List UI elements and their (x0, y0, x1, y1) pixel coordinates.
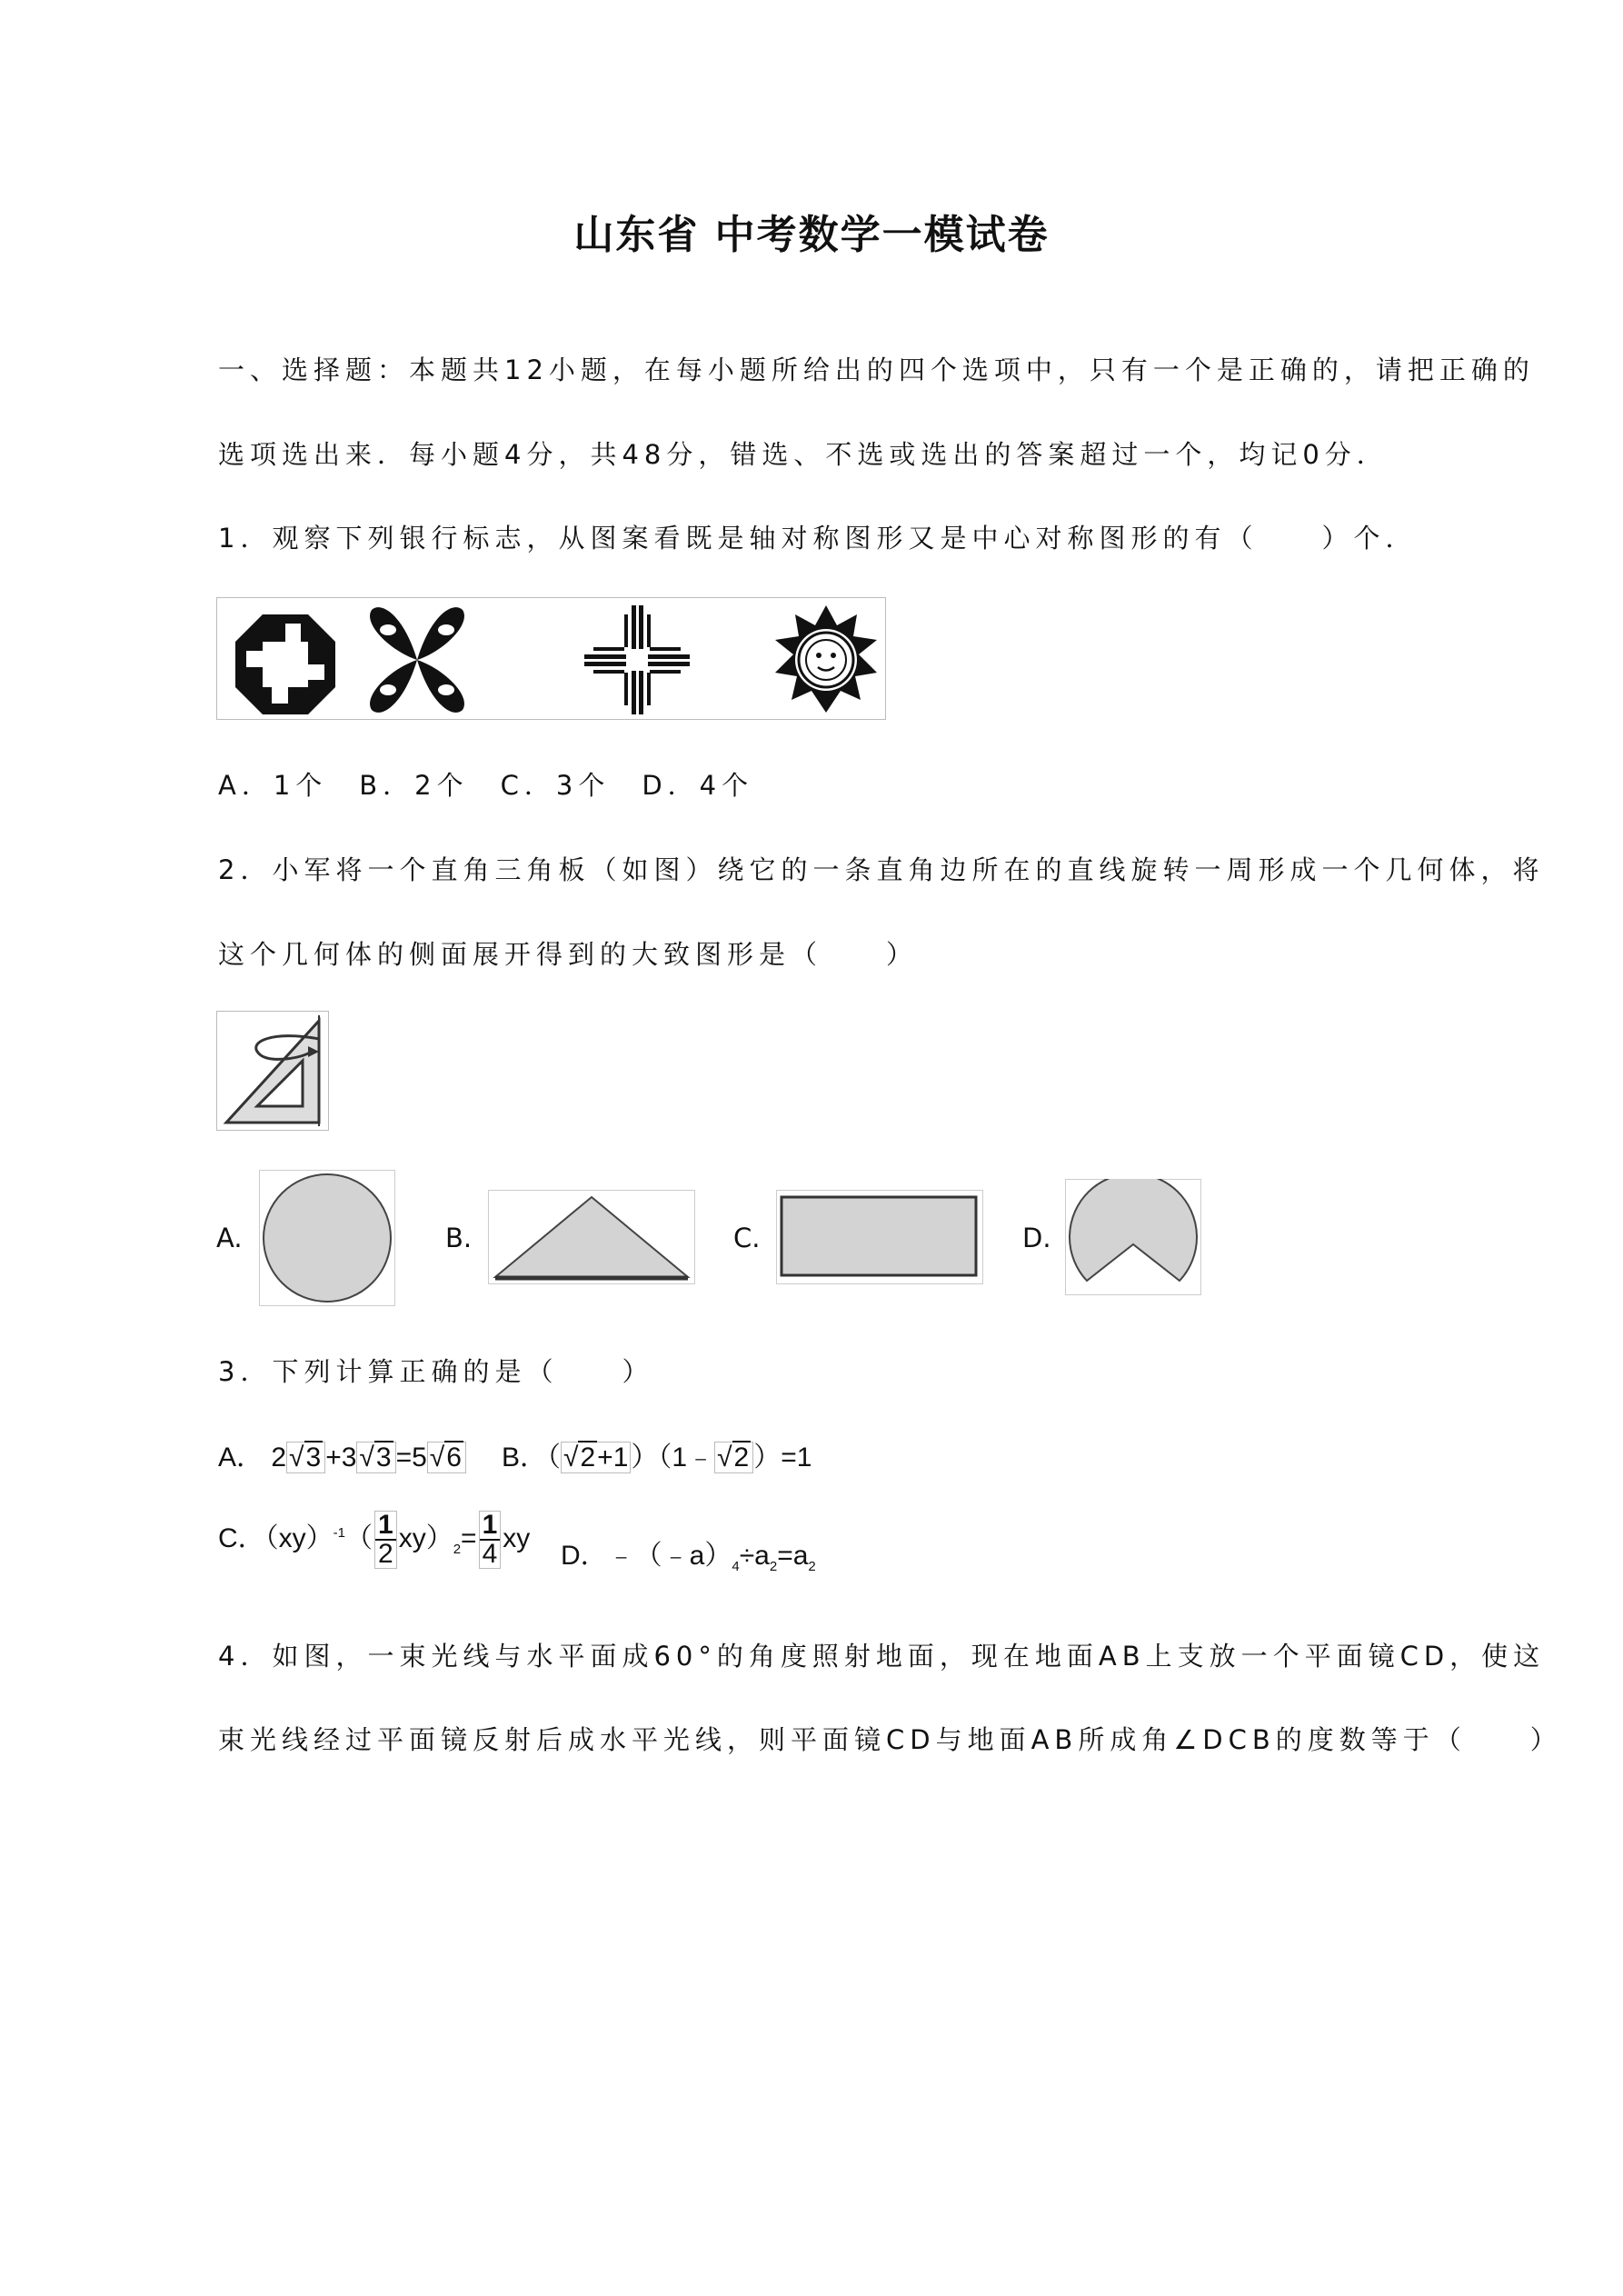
q3-a-radicand-1: 3 (305, 1442, 322, 1472)
q2-stem-line-2: 这个几何体的侧面展开得到的大致图形是（ ） (218, 939, 919, 970)
q3-a-radicand-3: 6 (446, 1442, 462, 1472)
q3-b-label: B．（ (502, 1442, 562, 1472)
q3-b-end: ）=1 (753, 1442, 812, 1472)
q2-option-a-figure (259, 1170, 395, 1306)
q3-d-exp: 4 (732, 1559, 740, 1574)
rectangle-shape (776, 1190, 983, 1284)
q3-d-eq: =a (777, 1541, 809, 1571)
bank-logo-4-icon (775, 605, 877, 713)
q3-c-frac1-den: 2 (378, 1539, 393, 1569)
q3-d-label: D．﹣（﹣a） (561, 1541, 732, 1571)
q3-option-b (502, 1434, 812, 1474)
circle-shape (259, 1170, 395, 1306)
triangle-shape (488, 1190, 695, 1284)
q3-option-c (218, 1511, 530, 1569)
q3-c-frac1-num: 1 (375, 1512, 396, 1541)
q3-c-label: C．（xy） (218, 1522, 334, 1553)
q2-option-d-label: D. (1022, 1223, 1051, 1253)
q3-c-xy-2: xy (503, 1522, 531, 1553)
bank-logo-1-icon (235, 614, 335, 714)
q2-option-a-label: A. (216, 1223, 243, 1253)
section-instructions-line-1: 一、选择题：本题共12小题，在每小题所给出的四个选项中，只有一个是正确的，请把正确的 (218, 354, 1535, 385)
sector-shape (1065, 1179, 1201, 1295)
bank-logo-2-icon (370, 607, 464, 713)
q3-a-sqrt-3: √6 (427, 1442, 466, 1473)
bank-logos-figure (216, 597, 886, 720)
q3-a-mid-1: +3 (325, 1442, 357, 1472)
q3-b-radicand-2: 2 (733, 1442, 750, 1472)
q2-option-d-figure (1065, 1179, 1201, 1295)
q3-option-d (561, 1532, 816, 1574)
q3-b-mid: ）（1﹣ (631, 1442, 715, 1472)
triangle-ruler-figure (216, 1011, 329, 1131)
bank-logo-3-icon (584, 605, 690, 714)
q3-c-exp-2: 2 (453, 1541, 462, 1557)
q3-c-fraction-1 (374, 1511, 397, 1569)
q3-c-paren: （ (345, 1522, 373, 1553)
q3-c-fraction-2 (479, 1511, 502, 1569)
q3-d-div: ÷a (739, 1541, 770, 1571)
q1-stem: 1．观察下列银行标志，从图案看既是轴对称图形又是中心对称图形的有（ ）个． (218, 523, 1418, 554)
q3-b-sqrt-1: √2+1 (561, 1442, 631, 1473)
q3-c-exp: -1 (333, 1524, 346, 1541)
q3-c-eq: = (461, 1522, 477, 1553)
section-instructions-line-2: 选项选出来．每小题4分，共48分，错选、不选或选出的答案超过一个，均记0分． (218, 439, 1389, 470)
q3-c-xy: xy） (398, 1522, 453, 1553)
q1-options: A．1个 B．2个 C．3个 D．4个 (218, 770, 754, 801)
q2-option-c-figure (776, 1190, 983, 1284)
q3-a-sqrt-2: √3 (356, 1442, 395, 1473)
q3-a-label: A． (218, 1442, 264, 1472)
q3-a-mid-2: =5 (395, 1442, 427, 1472)
q3-d-exp-3: 2 (808, 1559, 816, 1574)
q3-option-a (218, 1434, 466, 1474)
q3-a-sqrt-1: √3 (286, 1442, 325, 1473)
q3-c-frac2-den: 4 (482, 1539, 498, 1569)
page-title: 山东省 中考数学一模试卷 (573, 212, 1050, 258)
q3-stem: 3．下列计算正确的是（ ） (218, 1356, 654, 1387)
q3-c-frac2-num: 1 (480, 1512, 501, 1541)
q4-stem-line-2: 束光线经过平面镜反射后成水平光线，则平面镜CD与地面AB所成角∠DCB的度数等于（ ） (218, 1724, 1562, 1755)
q2-option-c-label: C. (733, 1223, 761, 1253)
q2-option-b-figure (488, 1190, 695, 1284)
q3-b-radicand-1: 2 (580, 1442, 596, 1472)
q3-b-plus: +1 (597, 1442, 629, 1472)
q3-b-sqrt-2: √2 (714, 1442, 753, 1473)
q3-a-radicand-2: 3 (375, 1442, 392, 1472)
q3-d-exp-2: 2 (769, 1559, 778, 1574)
q3-a-coef: 2 (271, 1442, 287, 1472)
q2-option-b-label: B. (445, 1223, 473, 1253)
q4-stem-line-1: 4．如图，一束光线与水平面成60°的角度照射地面，现在地面AB上支放一个平面镜CD，使这 (218, 1641, 1546, 1672)
q2-stem-line-1: 2．小军将一个直角三角板（如图）绕它的一条直角边所在的直线旋转一周形成一个几何体，将 (218, 854, 1545, 885)
